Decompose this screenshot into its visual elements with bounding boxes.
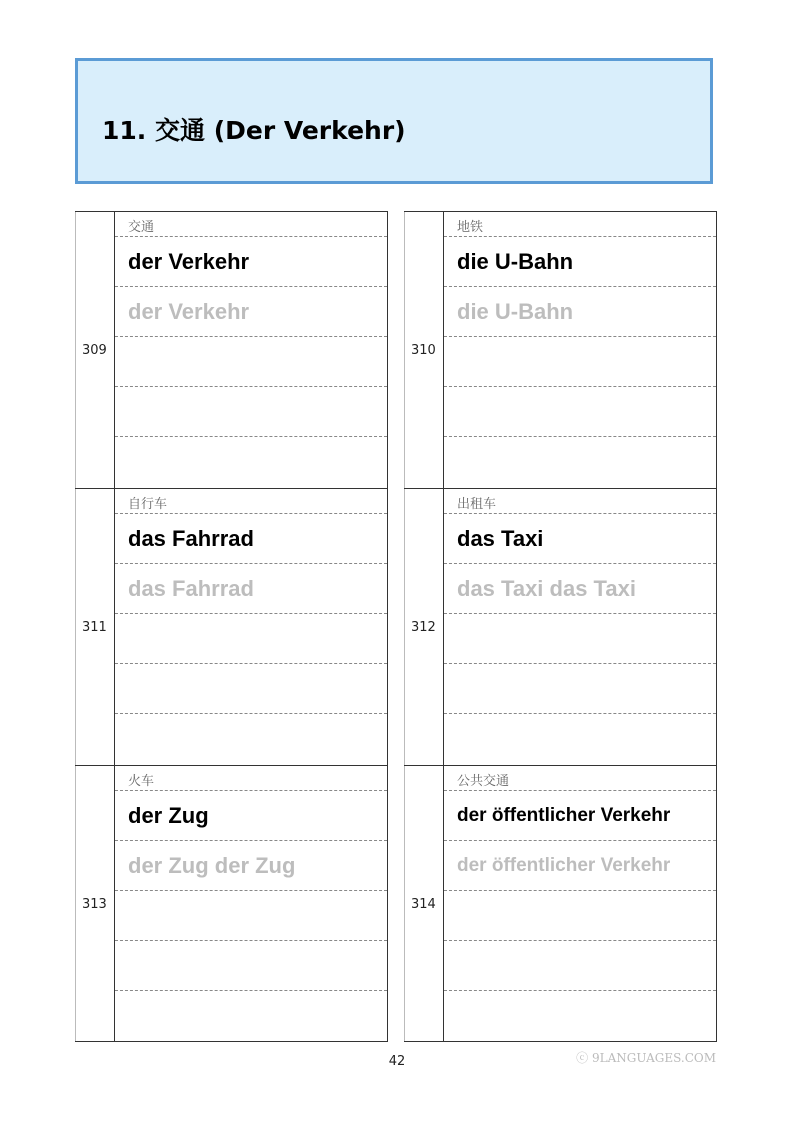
- card-number: 310: [411, 343, 436, 358]
- card-rows: [444, 489, 716, 765]
- vocab-card: [75, 488, 388, 765]
- word-row: [444, 514, 716, 564]
- practice-row: [444, 891, 716, 941]
- chinese-row: [115, 212, 387, 237]
- chinese-label: 火车: [128, 774, 155, 789]
- trace-word: der Zug der Zug: [128, 853, 296, 878]
- card-number-column: [404, 212, 444, 488]
- word-row: [444, 237, 716, 287]
- card-number: 309: [82, 343, 107, 358]
- copyright-notice: ⓒ 9LANGUAGES.COM: [576, 1051, 716, 1065]
- german-word: der Verkehr: [128, 249, 250, 274]
- practice-row: [115, 437, 387, 487]
- vocab-card: [75, 211, 388, 488]
- trace-row: [444, 841, 716, 891]
- card-number-column: [75, 212, 115, 488]
- practice-row: [115, 714, 387, 764]
- practice-row: [444, 387, 716, 437]
- trace-word: das Fahrrad: [128, 576, 254, 601]
- card-rows: [115, 766, 387, 1041]
- german-word: das Fahrrad: [128, 526, 254, 551]
- practice-row: [444, 614, 716, 664]
- chinese-row: [444, 212, 716, 237]
- card-rows: [115, 489, 387, 765]
- practice-row: [444, 337, 716, 387]
- trace-row: [444, 287, 716, 337]
- chapter-title: 11. 交通 (Der Verkehr): [102, 116, 406, 145]
- practice-row: [115, 991, 387, 1041]
- card-number: 312: [411, 620, 436, 635]
- practice-row: [444, 714, 716, 764]
- chinese-row: [444, 489, 716, 514]
- card-number-column: [404, 766, 444, 1041]
- practice-row: [444, 664, 716, 714]
- german-word: der Zug: [128, 803, 209, 828]
- practice-row: [115, 664, 387, 714]
- german-word: das Taxi: [457, 526, 544, 551]
- card-rows: [444, 212, 716, 488]
- chinese-label: 自行车: [128, 497, 168, 512]
- practice-row: [444, 437, 716, 487]
- chinese-label: 出租车: [457, 497, 497, 512]
- trace-row: [444, 564, 716, 614]
- trace-word: die U-Bahn: [457, 299, 574, 324]
- trace-row: [115, 287, 387, 337]
- chinese-row: [115, 489, 387, 514]
- card-number-column: [75, 766, 115, 1041]
- chinese-row: [444, 766, 716, 791]
- card-number-column: [75, 489, 115, 765]
- card-number: 314: [411, 897, 436, 912]
- chinese-row: [115, 766, 387, 791]
- vocab-card: [404, 488, 717, 765]
- practice-row: [115, 337, 387, 387]
- trace-row: [115, 841, 387, 891]
- card-rows: [444, 766, 716, 1041]
- trace-word: der öffentlicher Verkehr: [457, 855, 671, 876]
- card-number: 311: [82, 620, 107, 635]
- word-row: [115, 237, 387, 287]
- card-number: 313: [82, 897, 107, 912]
- trace-word: das Taxi das Taxi: [457, 576, 636, 601]
- practice-row: [444, 991, 716, 1041]
- card-number-column: [404, 489, 444, 765]
- page-number: 42: [388, 1054, 406, 1069]
- practice-row: [115, 891, 387, 941]
- word-row: [444, 791, 716, 841]
- chapter-header: [75, 58, 713, 184]
- chinese-label: 地铁: [457, 220, 484, 235]
- word-row: [115, 791, 387, 841]
- chinese-label: 公共交通: [457, 774, 510, 789]
- word-row: [115, 514, 387, 564]
- german-word: der öffentlicher Verkehr: [457, 805, 671, 826]
- practice-row: [115, 941, 387, 991]
- vocab-card: [404, 765, 717, 1042]
- chinese-label: 交通: [128, 220, 155, 235]
- german-word: die U-Bahn: [457, 249, 574, 274]
- practice-row: [115, 614, 387, 664]
- card-rows: [115, 212, 387, 488]
- trace-word: der Verkehr: [128, 299, 250, 324]
- vocab-card: [404, 211, 717, 488]
- practice-row: [444, 941, 716, 991]
- vocab-card: [75, 765, 388, 1042]
- trace-row: [115, 564, 387, 614]
- practice-row: [115, 387, 387, 437]
